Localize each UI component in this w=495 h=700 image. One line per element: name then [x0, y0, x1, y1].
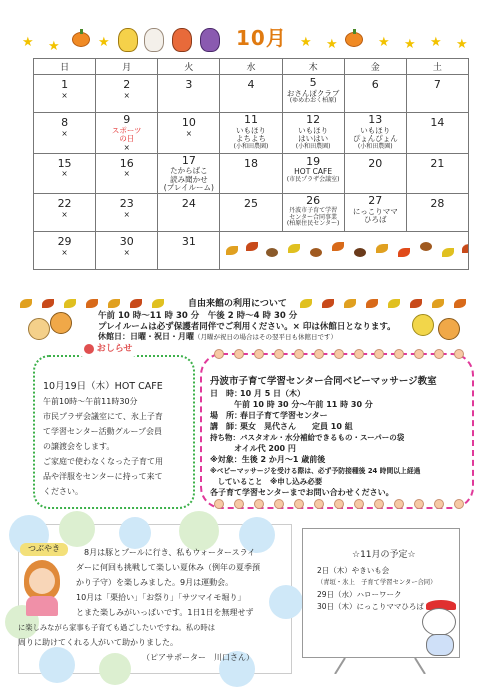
calendar-day-cell	[406, 153, 468, 194]
calendar-day-cell	[344, 153, 406, 194]
day-number: 21	[430, 156, 445, 170]
day-number: 9	[123, 113, 131, 126]
day-number: 29	[57, 235, 72, 249]
painter-cat-illustration	[416, 600, 464, 660]
event-label: ぴょんぴょん	[352, 134, 398, 144]
star-icon: ★	[326, 37, 338, 52]
pumpkin-icon	[72, 32, 90, 47]
event-label: いもほり	[235, 125, 266, 135]
leaf-garland	[20, 299, 180, 307]
calendar-day-cell	[158, 75, 220, 113]
closed-mark: ×	[61, 247, 68, 257]
announcement-tag: おしらせ	[76, 341, 140, 357]
detail-row: 各子育て学習センターまでお問い合わせください。	[210, 488, 394, 497]
cat-child-icon	[200, 28, 220, 52]
leaf-icon	[226, 246, 238, 255]
calendar-day-cell	[344, 194, 406, 232]
column-body: 8月は豚とプールに行き、私もウォータースライ ダーに何回も挑戦して楽しい夏休み（例年の夏季預 かり子守）を楽しみました。9月は運動会。 10月は「栗拾い」「お祭り」「サツマイモ堀り」 とまた楽しみがいっぱいです。1日1日を無理せず に楽しみながら家事も子育ても過ごしたいですね。私の時は 周りに助けてくれる人がいて助かりました。	[18, 548, 260, 647]
announcement-box	[33, 355, 195, 509]
calendar-day-cell	[34, 75, 96, 113]
closed-mark: ×	[61, 209, 68, 219]
detail-row: 持ち物：バスタオル・水分補給できるもの・スーパーの袋	[210, 433, 405, 442]
calendar-day-cell	[96, 232, 158, 270]
weekday-header: 金	[344, 59, 406, 75]
detail-row: 講 師：栗女 晃代さん 定員 10 組	[210, 422, 353, 431]
bee-child-icon	[118, 28, 138, 52]
calendar-day-cell	[34, 194, 96, 232]
event-label: たからばこ	[170, 166, 208, 176]
weekday-header: 土	[406, 59, 468, 75]
calendar-day-cell	[406, 75, 468, 113]
weekday-header: 水	[220, 59, 282, 75]
leaf-icon	[462, 244, 468, 253]
calendar-day-cell	[282, 194, 344, 232]
animal-children-icon	[28, 312, 88, 342]
day-number: 20	[368, 156, 383, 170]
star-icon: ★	[98, 35, 110, 50]
animal-children-icon	[412, 312, 472, 342]
calendar-day-cell	[34, 113, 96, 154]
free-use-notice	[0, 296, 495, 346]
day-number: 6	[371, 78, 379, 91]
schedule-item: 2日（木）やきいも会	[317, 566, 390, 575]
star-icon: ★	[404, 37, 416, 52]
calendar-day-cell	[344, 75, 406, 113]
page-title: 10月	[236, 26, 287, 50]
calendar-day-cell	[158, 153, 220, 194]
announcement-body: 午前10時〜午前11時30分 市民プラザ会議室にて、氷上子育 て学習センター活動グループ会員 の譲渡会をします。 ご家庭で使わなくなった子育て用 品や洋服をセンターに持って来て ください。	[43, 397, 163, 496]
day-number: 19	[306, 154, 321, 168]
day-number: 10	[181, 116, 196, 129]
acorn-icon	[354, 248, 366, 257]
event-label: ひろば	[364, 215, 387, 225]
holiday-label: スポーツ	[111, 125, 142, 135]
event-label: HOT CAFE	[294, 167, 333, 177]
closed-mark: ×	[123, 169, 130, 179]
day-number: 17	[181, 153, 196, 167]
leaf-icon	[246, 242, 258, 251]
day-number: 7	[433, 78, 441, 91]
baby-faces-border	[214, 499, 464, 511]
weekday-header: 月	[96, 59, 158, 75]
weekday-header-row	[34, 59, 469, 75]
closed-mark: ×	[123, 247, 130, 257]
column-signature: （ピアサポーター 川口さん）	[142, 653, 254, 662]
leaf-icon	[398, 248, 410, 257]
calendar-day-cell	[282, 153, 344, 194]
event-location: (柏原住民センター)	[286, 220, 340, 228]
calendar-day-cell	[220, 194, 282, 232]
calendar-week-row	[34, 232, 469, 270]
ghost-child-icon	[144, 28, 164, 52]
easel-legs	[330, 658, 430, 674]
schedule-item-note: （青垣・氷上 子育て学習センター合同）	[317, 579, 437, 586]
calendar-day-cell	[34, 232, 96, 270]
event-label: はいはい	[298, 134, 329, 144]
calendar-day-cell	[96, 194, 158, 232]
detail-row: していること ※申し込み必要	[210, 477, 323, 486]
day-number: 27	[368, 194, 383, 208]
announcement-heading: 10月19日（木）HOT CAFE	[43, 381, 163, 392]
detail-row: オイル代 200 円	[210, 444, 296, 453]
calendar-table	[33, 58, 469, 270]
free-use-closed-days: 休館日：日曜・祝日・月曜（月曜が祝日の場合はその翌平日も休館日です）	[98, 332, 337, 341]
november-title: ☆11月の予定☆	[352, 550, 416, 560]
pumpkin-icon	[345, 32, 363, 47]
calendar-day-cell	[220, 75, 282, 113]
day-number: 11	[243, 113, 258, 126]
free-use-rule: プレイルームは必ず保護者同伴でご利用ください。× 印は休館日となります。	[98, 322, 396, 332]
event-location: (小和田農園)	[233, 142, 269, 150]
calendar-day-cell	[406, 113, 468, 154]
day-number: 18	[243, 156, 258, 170]
event-label: (プレイルーム)	[163, 183, 214, 193]
day-number: 30	[119, 235, 134, 249]
leaf-icon	[288, 244, 300, 253]
event-label: おさんぽクラブ	[286, 88, 340, 98]
event-location: (小和田農園)	[295, 142, 331, 150]
weekday-header: 火	[158, 59, 220, 75]
event-location: (小和田農園)	[357, 142, 393, 150]
day-number: 8	[61, 116, 69, 129]
calendar-day-cell	[34, 153, 96, 194]
event-label: センター合同事業	[289, 213, 338, 221]
detail-row: ※対象：生後 2 か月〜1 歳前後	[210, 455, 326, 464]
calendar-week-row	[34, 113, 469, 154]
closed-mark: ×	[123, 209, 130, 219]
calendar-day-cell	[96, 75, 158, 113]
calendar-day-cell	[96, 153, 158, 194]
acorn-icon	[266, 248, 278, 257]
day-number: 15	[57, 156, 72, 170]
event-location: (ゆめわおく柏原)	[289, 97, 337, 105]
calendar-week-row	[34, 75, 469, 113]
autumn-decoration-cell	[220, 232, 469, 270]
star-icon: ★	[430, 35, 442, 50]
day-number: 25	[243, 197, 258, 211]
day-number: 5	[309, 76, 317, 89]
day-number: 24	[181, 197, 196, 211]
closed-mark: ×	[61, 169, 68, 179]
page-header	[0, 0, 495, 58]
day-number: 1	[61, 78, 69, 91]
star-icon: ★	[300, 35, 312, 50]
calendar-week-row	[34, 153, 469, 194]
calendar-day-cell	[220, 153, 282, 194]
calendar-week-row	[34, 194, 469, 232]
leaf-garland	[300, 299, 480, 307]
closed-mark: ×	[61, 128, 68, 138]
event-label: いもほり	[360, 125, 391, 135]
day-number: 31	[181, 235, 196, 249]
calendar-day-cell	[96, 113, 158, 154]
free-use-hours: 午前 10 時〜11 時 30 分 午後 2 時〜4 時 30 分	[98, 311, 298, 321]
chestnut-icon	[310, 248, 322, 257]
baby-faces-border	[214, 349, 464, 361]
calendar-day-cell	[282, 113, 344, 154]
detail-row: 場 所：春日子育て学習センター	[210, 411, 328, 420]
day-number: 26	[306, 194, 321, 208]
holiday-label: の日	[119, 134, 135, 144]
event-location: (市民プラザ会議室)	[286, 175, 340, 183]
detail-row: 日 時：10 月 5 日（木）	[210, 389, 306, 398]
star-icon: ★	[456, 37, 468, 52]
calendar-day-cell	[282, 75, 344, 113]
closed-mark: ×	[123, 142, 130, 152]
closed-mark: ×	[61, 90, 68, 100]
calendar-day-cell	[158, 113, 220, 154]
day-number: 4	[247, 78, 255, 91]
baby-massage-title: 丹波市子育て学習センター合同ベビーマッサージ教室	[210, 376, 437, 387]
calendar-day-cell	[406, 194, 468, 232]
chestnut-icon	[420, 242, 432, 251]
event-label: いもほり	[298, 125, 329, 135]
witch-child-icon	[172, 28, 192, 52]
event-label: にっこりママ	[352, 206, 398, 216]
column-label: つぶやき	[20, 543, 68, 556]
day-number: 23	[119, 197, 134, 211]
leaf-icon	[332, 242, 344, 251]
calendar-day-cell	[158, 232, 220, 270]
day-number: 16	[119, 156, 134, 170]
baby-massage-box	[200, 353, 474, 509]
free-use-title: 自由来館の利用について	[188, 299, 287, 309]
closed-mark: ×	[185, 128, 192, 138]
day-number: 28	[430, 197, 445, 211]
event-label: よちよち	[235, 134, 266, 144]
schedule-item: 29日（水）ハローワーク	[317, 590, 402, 599]
calendar-day-cell	[344, 113, 406, 154]
star-icon: ★	[22, 35, 34, 50]
day-number: 12	[306, 113, 321, 126]
day-number: 22	[57, 197, 72, 211]
girl-illustration	[20, 560, 64, 618]
event-label: 丹波市子育て学習	[289, 206, 338, 214]
day-number: 14	[430, 116, 445, 129]
calendar-day-cell	[158, 194, 220, 232]
calendar-day-cell	[220, 113, 282, 154]
schedule-item: 30日（木）にっこりママひろば	[317, 602, 424, 611]
closed-mark: ×	[123, 90, 130, 100]
day-number: 3	[185, 78, 193, 91]
detail-row: 午前 10 時 30 分〜午前 11 時 30 分	[210, 400, 373, 409]
weekday-header: 木	[282, 59, 344, 75]
detail-row: ※ベビーマッサージを受ける際は、必ず予防接種後 24 時間以上経過	[210, 467, 421, 475]
star-icon: ★	[48, 39, 60, 54]
event-label: 読み聞かせ	[170, 174, 208, 184]
weekday-header: 日	[34, 59, 96, 75]
day-number: 2	[123, 78, 131, 91]
leaf-icon	[442, 248, 454, 257]
day-number: 13	[368, 113, 383, 126]
star-icon: ★	[378, 35, 390, 50]
leaf-icon	[376, 244, 388, 253]
